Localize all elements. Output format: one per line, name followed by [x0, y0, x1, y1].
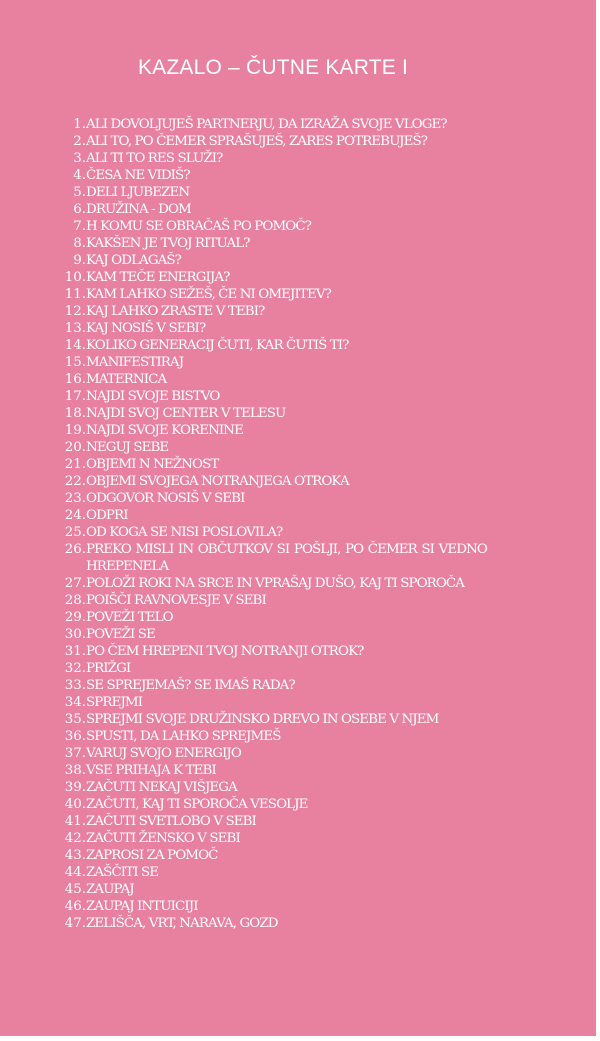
item-text: KAKŠEN JE TVOJ RITUAL?: [86, 236, 250, 251]
item-text: VSE PRIHAJA K TEBI: [86, 763, 216, 778]
item-text: ZAPROSI ZA POMOČ: [86, 848, 218, 863]
list-item: [58, 507, 487, 524]
item-number: 39.: [64, 780, 86, 795]
item-text: POVEŽI TELO: [86, 610, 173, 625]
item-text: NEGUJ SEBE: [86, 440, 169, 455]
item-text: PREKO MISLI IN OBČUTKOV SI POŠLJI, PO ČEMER SI VEDNO HREPENELA: [86, 542, 487, 574]
item-number: 41.: [64, 814, 86, 829]
list-item: [58, 915, 487, 932]
item-text: KAJ ODLAGAŠ?: [86, 253, 181, 268]
item-text: ZAČUTI, KAJ TI SPOROČA VESOLJE: [86, 797, 308, 812]
list-item: [58, 422, 487, 439]
item-text: SPREJMI: [86, 695, 143, 710]
item-number: 29.: [64, 610, 86, 625]
list-item: [58, 660, 487, 677]
list-item: [58, 779, 487, 796]
item-text: KAM TEČE ENERGIJA?: [86, 270, 230, 285]
list-item: [58, 218, 487, 235]
item-text: ZAUPAJ INTUICIJI: [86, 899, 198, 914]
item-number: 23.: [64, 491, 86, 506]
list-item: [58, 490, 487, 507]
list-item: [58, 711, 487, 728]
item-text: ZAŠČITI SE: [86, 865, 159, 880]
list-item: [58, 320, 487, 337]
item-text: OD KOGA SE NISI POSLOVILA?: [86, 525, 283, 540]
item-number: 31.: [64, 644, 86, 659]
page-title: KAZALO – ČUTNE KARTE I: [137, 56, 409, 79]
item-text: KAJ NOSIŠ V SEBI?: [86, 321, 206, 336]
item-number: 47.: [64, 916, 86, 931]
item-number: 3.: [73, 151, 86, 166]
item-text: ZAČUTI SVETLOBO V SEBI: [86, 814, 256, 829]
item-number: 32.: [64, 661, 86, 676]
item-number: 37.: [64, 746, 86, 761]
item-text: NAJDI SVOJ CENTER V TELESU: [86, 406, 286, 421]
list-item: [58, 813, 487, 830]
item-text: KAJ LAHKO ZRASTE V TEBI?: [86, 304, 265, 319]
item-number: 13.: [64, 321, 86, 336]
item-text: SPUSTI, DA LAHKO SPREJMEŠ: [86, 729, 281, 744]
item-number: 19.: [64, 423, 86, 438]
item-number: 18.: [64, 406, 86, 421]
item-number: 22.: [64, 474, 86, 489]
item-text: MANIFESTIRAJ: [86, 355, 184, 370]
list-item: [58, 898, 487, 915]
list-item: [58, 609, 487, 626]
item-number: 25.: [64, 525, 86, 540]
list-item: [58, 473, 487, 490]
list-item: [58, 728, 487, 745]
item-text: SE SPREJEMAŠ? SE IMAŠ RADA?: [86, 678, 295, 693]
list-item: [58, 150, 487, 167]
item-number: 11.: [64, 287, 86, 302]
item-text: KAM LAHKO SEŽEŠ, ČE NI OMEJITEV?: [86, 287, 331, 302]
item-number: 46.: [64, 899, 86, 914]
item-number: 45.: [64, 882, 86, 897]
item-text: DRUŽINA - DOM: [86, 202, 191, 217]
list-item: [58, 677, 487, 694]
item-number: 8.: [73, 236, 86, 251]
list-item: [58, 405, 487, 422]
list-item: [58, 745, 487, 762]
item-number: 14.: [64, 338, 86, 353]
item-number: 20.: [64, 440, 86, 455]
item-text: OBJEMI N NEŽNOST: [86, 457, 219, 472]
item-text: NAJDI SVOJE KORENINE: [86, 423, 243, 438]
item-text: ALI TO, PO ČEMER SPRAŠUJEŠ, ZARES POTREBUJEŠ?: [86, 134, 428, 149]
item-number: 15.: [64, 355, 86, 370]
list-item: [58, 847, 487, 864]
list-item: [58, 626, 487, 643]
item-text: ZAČUTI NEKAJ VIŠJEGA: [86, 780, 237, 795]
list-item: [58, 456, 487, 473]
item-number: 5.: [73, 185, 86, 200]
list-item: [58, 592, 487, 609]
list-item: [58, 388, 487, 405]
index-list: [58, 116, 487, 932]
item-text: POIŠČI RAVNOVESJE V SEBI: [86, 593, 266, 608]
item-number: 33.: [64, 678, 86, 693]
item-text: ZAČUTI ŽENSKO V SEBI: [86, 831, 240, 846]
list-item: [58, 116, 487, 133]
item-number: 28.: [64, 593, 86, 608]
list-item: [58, 643, 487, 660]
item-number: 40.: [64, 797, 86, 812]
item-text: OBJEMI SVOJEGA NOTRANJEGA OTROKA: [86, 474, 349, 489]
item-text: ALI DOVOLJUJEŠ PARTNERJU, DA IZRAŽA SVOJE VLOGE?: [86, 117, 447, 132]
list-item: [58, 133, 487, 150]
item-number: 17.: [64, 389, 86, 404]
item-number: 24.: [64, 508, 86, 523]
item-number: 38.: [64, 763, 86, 778]
item-number: 7.: [73, 219, 86, 234]
item-text: POVEŽI SE: [86, 627, 155, 642]
item-text: ČESA NE VIDIŠ?: [86, 168, 190, 183]
item-number: 43.: [64, 848, 86, 863]
list-item: [58, 762, 487, 779]
list-item: [58, 201, 487, 218]
item-text: MATERNICA: [86, 372, 167, 387]
item-number: 26.: [64, 542, 86, 557]
item-number: 35.: [64, 712, 86, 727]
list-item: [58, 830, 487, 847]
item-number: 12.: [64, 304, 86, 319]
list-item: [58, 575, 487, 592]
list-item: [58, 881, 487, 898]
item-text: ZAUPAJ: [86, 882, 134, 897]
item-number: 34.: [64, 695, 86, 710]
item-text: POLOŽI ROKI NA SRCE IN VPRAŠAJ DUŠO, KAJ TI SPOROČA: [86, 576, 465, 591]
list-item: [58, 524, 487, 541]
list-item: [58, 864, 487, 881]
item-number: 6.: [73, 202, 86, 217]
list-item: [58, 337, 487, 354]
list-item: [58, 354, 487, 371]
list-item: [58, 541, 487, 575]
list-item: [58, 269, 487, 286]
list-item: [58, 303, 487, 320]
item-text: H KOMU SE OBRAČAŠ PO POMOČ?: [86, 219, 311, 234]
item-number: 21.: [64, 457, 86, 472]
item-text: DELI LJUBEZEN: [86, 185, 190, 200]
item-number: 30.: [64, 627, 86, 642]
item-number: 2.: [73, 134, 86, 149]
item-number: 36.: [64, 729, 86, 744]
item-text: PRIŽGI: [86, 661, 131, 676]
item-number: 1.: [73, 117, 86, 132]
item-text: ODPRI: [86, 508, 128, 523]
item-number: 44.: [64, 865, 86, 880]
list-item: [58, 252, 487, 269]
list-item: [58, 286, 487, 303]
item-number: 27.: [64, 576, 86, 591]
item-text: KOLIKO GENERACIJ ČUTI, KAR ČUTIŠ TI?: [86, 338, 349, 353]
item-text: SPREJMI SVOJE DRUŽINSKO DREVO IN OSEBE V NJEM: [86, 712, 439, 727]
item-number: 16.: [64, 372, 86, 387]
list-item: [58, 796, 487, 813]
item-text: NAJDI SVOJE BISTVO: [86, 389, 220, 404]
item-text: ODGOVOR NOSIŠ V SEBI: [86, 491, 245, 506]
list-item: [58, 167, 487, 184]
item-number: 10.: [64, 270, 86, 285]
item-text: PO ČEM HREPENI TVOJ NOTRANJI OTROK?: [86, 644, 364, 659]
list-item: [58, 235, 487, 252]
list-item: [58, 184, 487, 201]
list-item: [58, 439, 487, 456]
list-item: [58, 371, 487, 388]
item-number: 4.: [73, 168, 86, 183]
item-text: ALI TI TO RES SLUŽI?: [86, 151, 223, 166]
item-number: 42.: [64, 831, 86, 846]
item-number: 9.: [73, 253, 86, 268]
list-item: [58, 694, 487, 711]
item-text: VARUJ SVOJO ENERGIJO: [86, 746, 241, 761]
item-text: ZELIŠČA, VRT, NARAVA, GOZD: [86, 916, 278, 931]
